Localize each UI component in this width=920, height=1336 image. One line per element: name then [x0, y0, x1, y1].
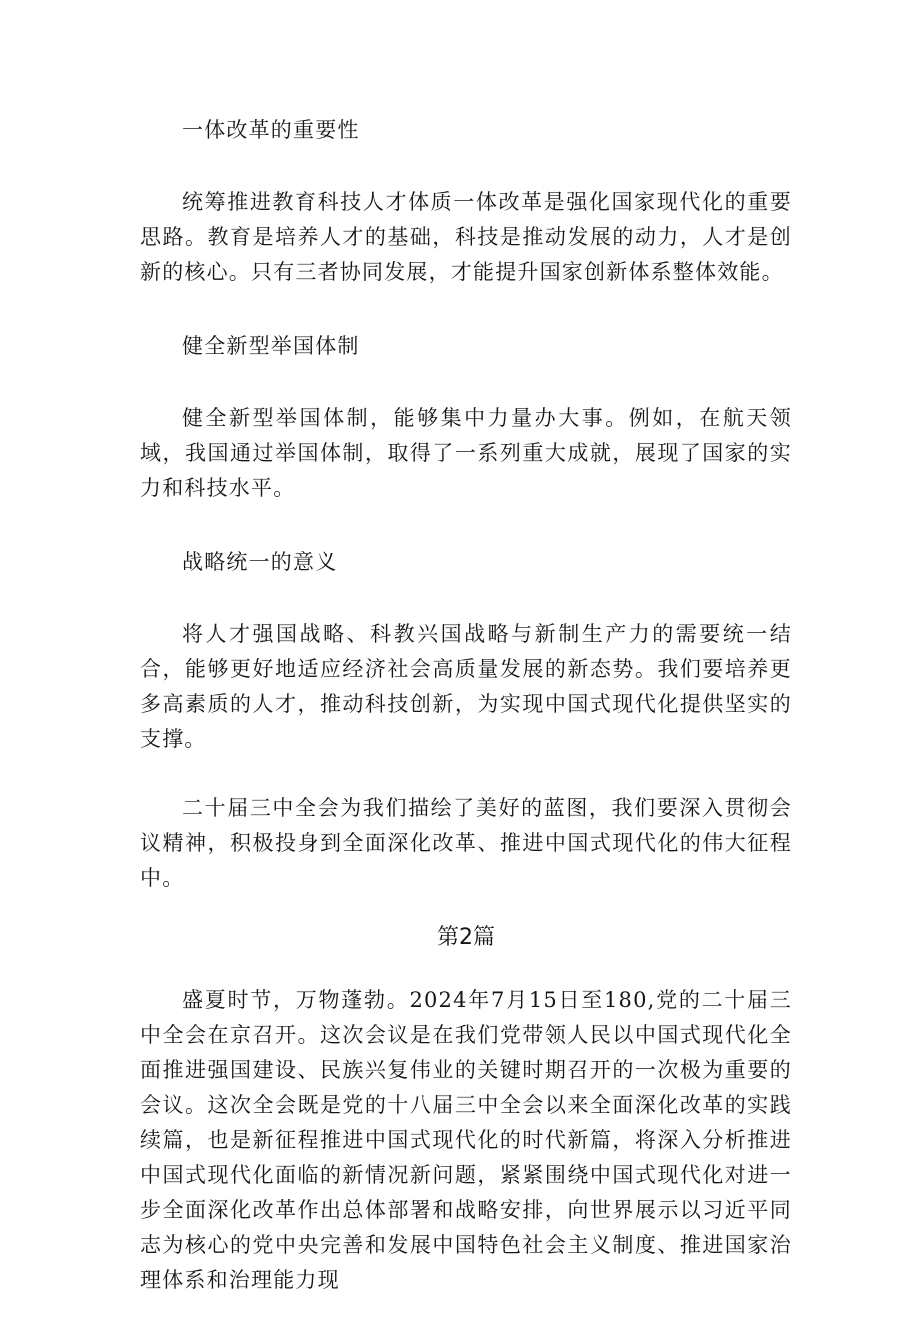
- heading-integrated-reform: 一体改革的重要性: [182, 118, 360, 142]
- document-body: [140, 112, 792, 1336]
- section-title: 第2篇: [437, 925, 495, 950]
- paragraph-conclusion: 二十届三中全会为我们描绘了美好的蓝图，我们要深入贯彻会议精神，积极投身到全面深化改革、推进中国式现代化的伟大征程中。: [140, 796, 792, 890]
- paragraph-integrated-reform: 统筹推进教育科技人才体质一体改革是强化国家现代化的重要思路。教育是培养人才的基础，科技是推动发展的动力，人才是创新的核心。只有三者协同发展，才能提升国家创新体系整体效能。: [140, 190, 792, 284]
- paragraph-national-system: 健全新型举国体制，能够集中力量办大事。例如，在航天领域，我国通过举国体制，取得了一系列重大成就，展现了国家的实力和科技水平。: [140, 406, 792, 500]
- heading-strategy-unity: 战略统一的意义: [182, 550, 338, 574]
- heading-national-system: 健全新型举国体制: [182, 334, 360, 358]
- paragraph-strategy-unity: 将人才强国战略、科教兴国战略与新制生产力的需要统一结合，能够更好地适应经济社会高质量发展的新态势。我们要培养更多高素质的人才，推动科技创新，为实现中国式现代化提供坚实的支撑。: [140, 622, 792, 751]
- paragraph-plenary-session: 盛夏时节，万物蓬勃。2024年7月15日至180,党的二十届三中全会在京召开。这次会议是在我们党带领人民以中国式现代化全面推进强国建设、民族兴复伟业的关键时期召开的一次极为重要的会议。这次全会既是党的十八届三中全会以来全面深化改革的实践续篇，也是新征程推进中国式现代化的时代新篇，将深入分析推进中国式现代化面临的新情况新问题，紧紧围绕中国式现代化对进一步全面深化改革作出总体部署和战略安排，向世界展示以习近平同志为核心的党中央完善和发展中国特色社会主义制度、推进国家治理体系和治理能力现: [140, 988, 792, 1292]
